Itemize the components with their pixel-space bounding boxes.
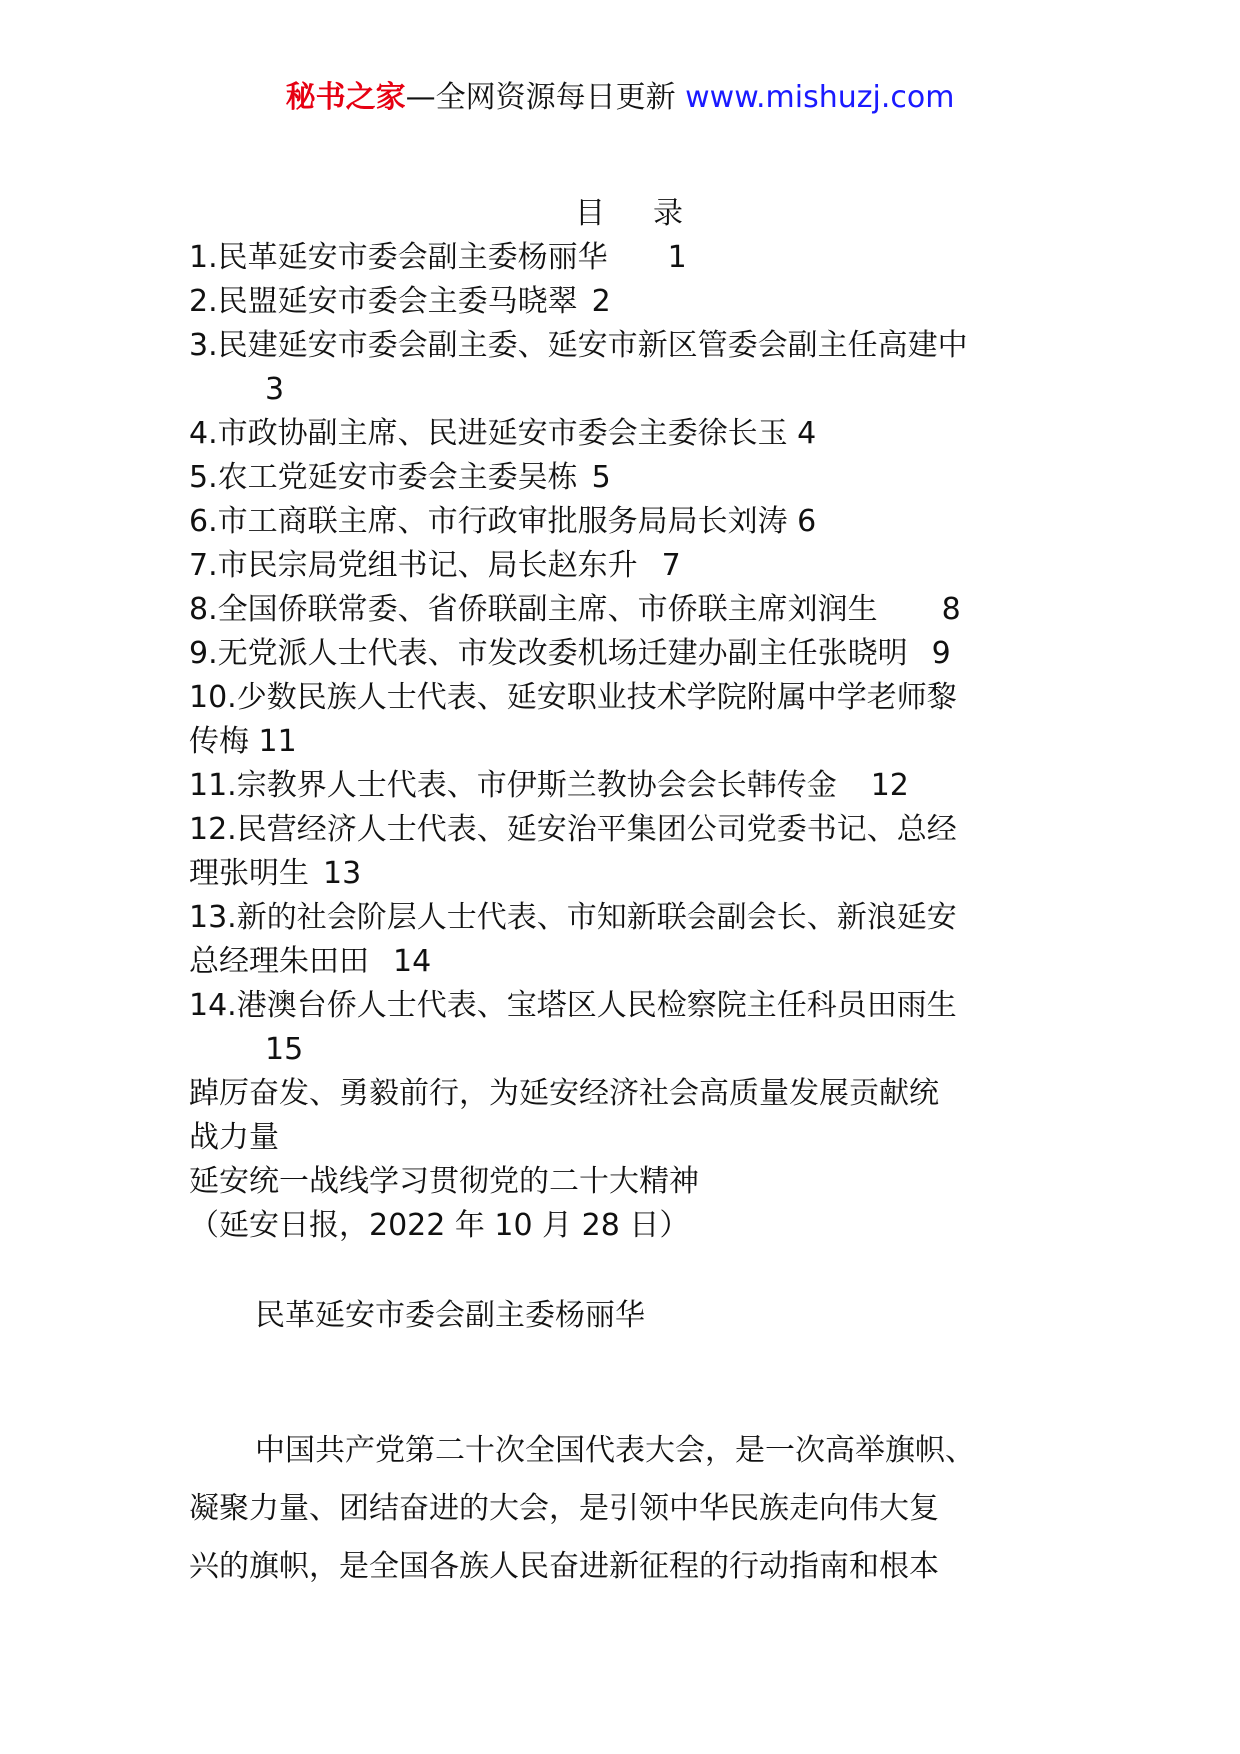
toc-title-part-1: 目 [575,196,605,231]
toc-entry[interactable] [189,456,1069,500]
page-header [0,78,1240,118]
article-source: （延安日报，2022 年 10 月 28 日） [189,1208,690,1243]
toc-entry-text: 4.市政协副主席、民进延安市委会主委徐长玉 [189,416,788,451]
toc-entry-page: 12 [870,768,909,803]
toc-entry-text: 5.农工党延安市委会主委吴栋 [189,460,578,495]
toc-entry[interactable] [189,764,1069,808]
toc-title-part-2: 录 [653,196,683,231]
paragraph-line: 兴的旗帜，是全国各族人民奋进新征程的行动指南和根本 [189,1549,939,1584]
toc-entry-text: 1.民革延安市委会副主委杨丽华 [189,240,608,275]
toc-entry-page: 3 [265,372,285,407]
toc-entry-text-cont: 理张明生 [189,856,309,891]
toc-entry-page: 15 [265,1032,304,1067]
toc-entry[interactable] [189,632,1069,676]
toc-entry-text-cont: 总经理朱田田 [189,944,369,979]
toc-entry-page: 5 [591,460,611,495]
toc-entry-page: 14 [393,944,432,979]
toc-entry-text: 10.少数民族人士代表、延安职业技术学院附属中学老师黎 [189,680,957,715]
toc-entry-page: 7 [661,548,681,583]
article-paragraph [189,1422,1069,1596]
toc-title [189,192,1069,236]
toc-entry[interactable] [189,412,1069,456]
toc-entry-text: 9.无党派人士代表、市发改委机场迁建办副主任张晓明 [189,636,908,671]
header-slogan: —全网资源每日更新 [405,80,676,115]
toc-entry[interactable] [189,236,1069,280]
toc-entry-page: 13 [323,856,362,891]
article-headline [189,1072,1069,1160]
toc-entry-text: 3.民建延安市委会副主委、延安市新区管委会副主任高建中 [189,328,968,363]
toc-entry-text: 7.市民宗局党组书记、局长赵东升 [189,548,638,583]
toc-entry-text: 8.全国侨联常委、省侨联副主席、市侨联主席刘润生 [189,592,878,627]
article-headline-line-2: 战力量 [189,1120,279,1155]
toc-entry-text: 11.宗教界人士代表、市伊斯兰教协会会长韩传金 [189,768,837,803]
article-headline-line-1: 踔厉奋发、勇毅前行，为延安经济社会高质量发展贡献统 [189,1076,939,1111]
toc-entry[interactable] [189,588,1069,632]
toc-entry-page: 9 [931,636,951,671]
toc-entry[interactable] [189,676,1069,764]
toc-entry[interactable] [189,544,1069,588]
toc-entry-page: 8 [941,592,961,627]
toc-entry-text: 2.民盟延安市委会主委马晓翠 [189,284,578,319]
toc-entry-page: 1 [667,240,687,275]
toc-entry-text: 12.民营经济人士代表、延安治平集团公司党委书记、总经 [189,812,957,847]
toc-entry[interactable] [189,896,1069,984]
toc-entry-text: 6.市工商联主席、市行政审批服务局局长刘涛 [189,504,788,539]
toc-entry[interactable] [189,808,1069,896]
toc-entry[interactable] [189,280,1069,324]
toc-entry-page: 2 [591,284,611,319]
toc-entry[interactable] [189,500,1069,544]
header-url-link[interactable]: www.mishuzj.com [685,80,955,115]
toc-entry-text-cont: 传梅 [189,724,249,759]
paragraph-line: 凝聚力量、团结奋进的大会，是引领中华民族走向伟大复 [189,1491,939,1526]
toc-entry[interactable] [189,984,1069,1072]
toc-entry-text: 14.港澳台侨人士代表、宝塔区人民检察院主任科员田雨生 [189,988,957,1023]
toc-entry-text: 13.新的社会阶层人士代表、市知新联会副会长、新浪延安 [189,900,957,935]
toc-entry-page: 4 [797,416,817,451]
section-title: 民革延安市委会副主委杨丽华 [255,1298,645,1333]
paragraph-line: 中国共产党第二十次全国代表大会，是一次高举旗帜、 [255,1433,975,1468]
document-content [189,192,1069,1596]
brand-name: 秘书之家 [285,80,406,115]
toc-entry-page: 11 [258,724,297,759]
toc-entry[interactable] [189,324,1069,412]
article-subheadline: 延安统一战线学习贯彻党的二十大精神 [189,1164,699,1199]
toc-entry-page: 6 [797,504,817,539]
